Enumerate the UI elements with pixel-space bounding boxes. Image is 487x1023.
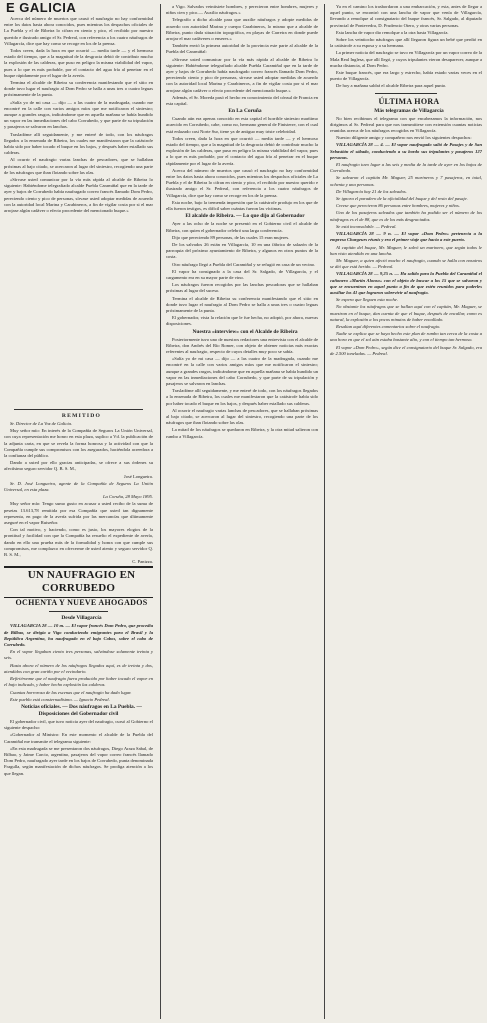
telegram-paragraph: No obstante los náufragos que se hallan aquí con el capitán, Mr. Maguer, se muestran en el buque, dan cuenta de que el buque, después de encallar, como es natural, la explosión a los pocos minutos de haber encallado.: [330, 304, 482, 322]
article-paragraph: Termina el alcalde de Ribeira su conferencia manifestando que el sitio en donde tuvo lugar el naufragio al Dom Pedro se halla a unas tres o cuatro leguas próximamente de la punta.: [166, 295, 318, 313]
remitido-paragraph: Dando a usted por ello gracias anticipadas, se ofrece a sus órdenes su afectísimo seguro servidor Q. B. S. M.,: [4, 460, 153, 472]
telegram-paragraph: Uno de los pasajeros salvados que también ha podido ser el número de los náufragos es el de 88, que es de los más desgraciados.: [330, 210, 482, 222]
article-paragraph: Todos creen, dada la hora en que ocurrió — media tarde — y el hermoso estado del tiempo, que a la magnitud de la desgracia debió de contribuir mucho la explosión de las calderas, que puso en peligro la misma viabilidad del vapor, pues a lo que es más probable, por el contacto del agua fría al penetrar en el buque rápidamente por el lugar de la avería.: [166, 135, 318, 166]
remitido-signature: C. Panizza.: [132, 559, 153, 565]
ultima-hora-title: ÚLTIMA HORA: [378, 96, 440, 106]
article-paragraph: Hasta ahora el número de los náufragos llegados aquí, es de treinta y dos, atendidos con gran cariño por el vecindario.: [4, 662, 153, 674]
article-paragraph: No bien recibimos el telegrama con que encabezamos la información, nos dirigimos al Sr. Pedreal para que nos transmitiese con extensión cuantas noticias reunidas acerca de los náufragos recogidos en Villagarcía.: [330, 115, 482, 134]
article-paragraph: El gobernador civil, que tuvo noticia ayer del naufragio, cursó al Gobierno el siguiente despacho:: [4, 718, 153, 731]
article-paragraph: Nuestro diligente amigo y compañero nos envió los siguientes despachos:: [336, 135, 472, 141]
remitido-letter-paragraph: Con tal motivo, y haciendo, como es justo, los mayores elogios de la prontitud y facilidad con que la Compañía ha resuelto el expediente de avería, dando en ello una prueba más de la formalidad y honra con que cumple sus compromisos, me complazco en ofrecerme de usted atento y seguro servidor Q. B. S. M.,: [4, 527, 153, 558]
telegram-paragraph: Se ignora el paradero de la oficialidad del buque y del resto del pasaje.: [336, 196, 468, 202]
dateline-head: Desde Villagarcía: [61, 615, 102, 622]
column-left: [4, 406, 153, 1019]
telegram-paragraph: VILLAGARCÍA 28 — 9 n. — El vapor «Dom Pedro» pertenecía a la empresa Chargeurs réunis y era el primer viaje que hacía a este puerto.: [330, 231, 482, 243]
remitido-title: REMITIDO: [61, 413, 102, 419]
article-paragraph: «Gobernador al Ministro: En este momento el alcalde de la Puebla del Caramiñal me transmite el telegrama siguiente:: [4, 732, 153, 744]
article-paragraph: «Salía yo de mi casa — dijo — a las cuatro de la madrugada, cuando me encontré en la calle con varios amigos míos que me notificaron el siniestro; aunque a grandes rasgos, indicándome que en aquella mañana se había hundido un vapor en las inmediaciones del cabo Corrubedo, y que parte de su tripulación y pasajeros se salvaron en lanchas.: [4, 99, 153, 130]
telegram-paragraph: Se está inconsolable. — Pedreal.: [336, 223, 397, 229]
article-paragraph: VILLAGARCIA 28 — 10 m. — El vapor francés Dom Pedro, que procedía de Bilbao, se dirigía a Vigo conduciendo emigrantes para el Brasil y la República Argentina, ha naufragado en el bajo Cobos, sobre el cabo de Corrubedo.: [4, 623, 153, 648]
article-paragraph: Acerca del número de muertos que causó el naufragio no hay conformidad entre los datos hasta ahora conocidos, pues mientras los despachos oficiales de La Puebla y el de Ribeira lo cifran en ciento y pico, el recibido por nuestro querido e ilustrado amigo el Sr. Pedreal, con referencia a los cuatro náufragos de Villagarcía, dice que hay como se recoge en los de la prensa.: [166, 167, 318, 198]
article-paragraph: Los náufragos fueron recogidos por las lanchas pescadoras que se hallaban próximas al lugar del suceso.: [166, 282, 318, 294]
article-paragraph: El vapor ha consignado a la casa del Sr. Salgado, de Villagarcía, y el cargamento era en su mayor parte de vino.: [166, 268, 318, 280]
article-paragraph: «Salía yo de mi casa — dijo — a las cuatro de la madrugada, cuando me encontré en la calle con varios amigos míos que me notificaron el siniestro; aunque a grandes rasgos, indicándome que en aquella mañana se había hundido un vapor en las inmediaciones del cabo Corrubedo, y que parte de su tripulación y pasajeros se salvaron en lanchas.: [166, 356, 318, 386]
remitido-salutation: Sr. Director de La Voz de Galicia.: [10, 421, 73, 426]
article-paragraph: Acerca del número de muertos que causó el naufragio no hay conformidad entre los datos hasta ahora conocidos, pues mientras los despachos oficiales de La Puebla y el de Ribeira lo cifran en ciento y pico, el recibido por nuestro querido e ilustrado amigo el Sr. Pedreal, con referencia a los cuatro náufragos de Villagarcía, dice que hay como se recoge en los de la prensa.: [4, 16, 153, 46]
article-paragraph: Todos creen, dada la hora en que ocurrió — media tarde — y el hermoso estado del tiempo, que a la magnitud de la desgracia debió de contribuir mucho la explosión de las calderas, que puso en peligro la misma viabilidad del vapor, pues a lo que es más probable, por el contacto del agua fría al penetrar en el buque rápidamente por el lugar de la avería.: [4, 48, 153, 78]
telegram-paragraph: Resaltan aquí diferentes comentarios sobre el naufragio.: [336, 323, 441, 329]
column-rule: [324, 4, 325, 1019]
remitido-letter-paragraph: Muy señor mío: Tengo sumo gusto en acusar a usted recibo de la suma de pesetas 13.613,78 remitida por esa Compañía que usted tan dignamente representa, en pago de la avería sufrida por las mercancías que últimamente aseguré en el vapor Ruiseñor.: [4, 501, 153, 526]
column-right: [330, 4, 482, 1019]
divider: [14, 409, 143, 410]
article-paragraph: Telegrafío a dicho alcalde para que auxilie náufragos y adopte medidas de acuerdo con autoridad Marina y cuerpo Carabineros, lo mismo que a alcalde de Ribeira, punto dada situación topográfica, en playas de Carreira en donde puede arrojar el mar cadáveres o enseres.»: [166, 17, 318, 42]
article-paragraph: Sobre los veintiocho náufragos que allí llegaron figura un bebé que perdió en la catástrofe a su esposa y a su hermana.: [330, 37, 482, 49]
remitido-paragraph: Muy señor mío: En interés de la Compañía de Seguros La Unión Universal, con cuya representación me honro en esta plaza, suplico a Vd. la publicación de la adjunta carta, en que se revela la forma honrosa y la actividad con que la Compañía cumple sus compromisos con los asegurados, haciéndola acreedora a la confianza del público.: [4, 428, 153, 459]
article-paragraph: En el vapor llegaban ciento tres personas, salvándose solamente treinta y seis.: [4, 649, 153, 661]
divider: [375, 93, 437, 94]
article-paragraph: Ya en el camino los trasbordaron a una embarcación, y esta, antes de llegar a aquel punto, se encontró con una lancha de vapor que venía de Villagarcía, llevando a remolque al consignatario del buque francés, Sr. Salgado, al diputado provincial de Pontevedra, D. Prudencio Otero, y otras varias personas.: [330, 4, 482, 28]
article-paragraph: Cuantas horrorosa de las escenas que el naufragio ha dado lugar.: [10, 689, 132, 695]
remitido-signature: José Longueira.: [123, 473, 153, 479]
article-paragraph: De hoy a mañana saldrá el alcalde Ribeira para aquel punto.: [336, 83, 447, 89]
column-middle: [166, 4, 318, 1019]
masthead: E GALICIA: [6, 0, 77, 15]
article-paragraph: El gobernador, vista la relación que le fue hecha, no adoptó, por ahora, nuevas disposiciones.: [166, 315, 318, 327]
column-left-top: [4, 16, 153, 404]
telegram-paragraph: De Villagarcía hay 21 de los salvados.: [336, 188, 407, 194]
article-paragraph: La primer noticia del naufragio se tuvo en Villagarcía por un vapor correo de la Mala Real Inglesa, que allí llegó, y cuyos tripulantes vieron desaparecer, aunque a mucha distancia, al Dom Pedro.: [330, 50, 482, 68]
article-paragraph: Cuando aún era apenas conocido en esta capital el horrible siniestro marítimo acaecido en Corrubedo, cabe, como no, hermano general de Finisterre, con el cual está enlazado casi Norte Sur, tiene ya de antiguo muy triste celebridad.: [166, 116, 318, 134]
article-paragraph: Esta lancha de vapor dio remolque a la otra hasta Villagarcía.: [336, 29, 449, 35]
column-rule: [160, 4, 161, 1019]
ultima-hora-subtitle: Más telegramas de Villagarcía: [374, 107, 444, 114]
article-paragraph: «En esta madrugada se me presentaron dos náufragos, Diego Araza Sabal, de Bilbao, y Jaime Carcio, argentino, pasajeros del vapor correo francés llamado Dom Pedro, naufragado ayer tarde en los bajos de Corrubedo, punta denominada Fragulla, según manifestación de dichos náufragos. Se prodiga atención a los que llegan.: [4, 745, 153, 776]
headline-box: [4, 566, 153, 598]
telegram-paragraph: VILLAGARCÍA 28 — 4. — El vapor naufragado salió de Pasajes y de San Sebastián el sábado, conduciendo a su bordo sus tripulantes y pasajeros 127 personas.: [330, 142, 482, 160]
article-paragraph: a Vigo. Salvados veintisiete hombres, y perecieron entre hombres, mujeres y niños cien y pico.— Auxilio náufragos.»: [166, 4, 318, 16]
article-paragraph: Trasladóme allí seguidamente, y me enteré de todo, con los náufragos llegados a la ensenada de Ribeira, los cuales me manifestaron que la catástrofe había sido por haber tocado el buque en los bajos, y después haber estallado sus calderas.: [166, 388, 318, 406]
article-paragraph: Este buque francés, que era largo y estrecho, había estado varias veces en el puerto de Villagarcía.: [330, 70, 482, 82]
article-paragraph: Este pueblo está consternadísimo. — Ignacio Pedreal.: [10, 696, 110, 702]
telegram-paragraph: El vapor «Dom Pedro», según dice el consignatario del buque Sr. Salgado, era de 2.500 toneladas. — Pedreal.: [330, 344, 482, 356]
telegram-paragraph: Mr. Maguer, a quien afectó mucho el naufragio, cuando se halla con nosotros se dió que está herido. — Pedreal.: [330, 257, 482, 270]
article-paragraph: Esta noche, bajo la tremenda impresión que la catástrofe produjo en los que de ella fueron testigos, es difícil saber cuántas fueron las víctimas.: [166, 199, 318, 212]
article-paragraph: «Sírvase usted comunicar por la vía más rápida al alcalde de Ribeira lo siguiente: Habiéndome telegrafiado alcalde Puebla Caramiñal que en la tarde de ayer y bajos de Corrubedo había naufragado correo francés llamado Dom Pedro, pereciendo ciento y pico de personas, sírvase usted adoptar medidas de acuerdo con la autoridad local Marina y Carabineros, a fin de vigilar costa por si el mar arrojase algún cadáver o efecto procedente del mencionado buque.»: [166, 56, 318, 93]
article-paragraph: Al ocurrir el naufragio varias lanchas de pescadores, que se hallaban próximas al bajo citado, se acercaron al lugar del siniestro, recogiendo una parte de los náufragos que iban flotando sobre las olas.: [4, 157, 153, 175]
article-paragraph: Otro náufrago llegó a Puebla del Caramiñal y se refugió en casa de un vecino.: [172, 261, 316, 267]
article-paragraph: Al ocurrir el naufragio varias lanchas de pescadores, que se hallaban próximas al bajo citado, se acercaron al lugar del siniestro, recogiendo una parte de los náufragos que iban flotando sobre las olas.: [166, 407, 318, 426]
remitido-letter-date: La Coruña, 28 Mayo 1895.: [102, 494, 153, 500]
article-paragraph: Posteriormente tuvo uno de nuestros redactores una entrevista con el alcalde de Ribeira, don Andrés del Río Romer, con objeto de obtener noticias más exactas referentes al naufragio, respecto de cuyos detalles muy poco se sabía.: [166, 336, 318, 354]
telegram-paragraph: El naufragio tuvo lugar a las seis y media de la tarde de ayer en los bajos de Corrubedo.: [330, 162, 482, 174]
remitido-letter-line: Sr. D. José Longueira, agente de la Compañía de Seguros La Unión Universal, en esta plaza.: [4, 480, 153, 493]
section-head: El alcalde de Ribeira. — Lo que dijo al Gobernador: [185, 213, 305, 220]
telegram-paragraph: Al capitán del buque, Mr. Maguer, le salvó un marinero, que según todos le han visto atendido en una lancha.: [330, 244, 482, 256]
main-headline: UN NAUFRAGIO EN CORRUBEDO: [27, 569, 136, 595]
telegram-paragraph: Se salvaron el capitán Mr. Maguer, 25 marineros y 7 pasajeros, en total, ochenta y una personas.: [330, 175, 482, 187]
sub-headline: OCHENTA Y NUEVE AHOGADOS: [15, 598, 148, 608]
article-paragraph: La mitad de los náufragos se quedaron en Ribeira, y la otra mitad salieron con rumbo a Villagarcía.: [166, 427, 318, 439]
official-head: Noticias oficiales. — Dos náufragos en La Puebla. — Disposiciones del Gobernador civil: [21, 703, 142, 717]
article-paragraph: Trasladóme allí seguidamente, y me enteré de todo, con los náufragos llegados a la ensenada de Ribeira, los cuales me manifestaron que la catástrofe había sido por haber tocado el buque en los bajos, y después haber estallado sus calderas.: [4, 131, 153, 156]
telegram-paragraph: Nadie se explica que se haya hecho este plan de rumbo tan cerca de la costa a una hora en que el sol aún estaba bastante alto, y con el tiempo tan hermoso.: [330, 331, 482, 343]
article-paragraph: Dijo que pereciendo 89 personas, de las cuales 15 eran mujeres.: [172, 234, 290, 240]
article-paragraph: De los salvados 26 están en Villagarcía, 10 en una fábrica de salazón de la parroquia del próximo ayuntamiento de Ribeira, y algunos en otros puntos de la costa.: [166, 241, 318, 260]
article-paragraph: «Sírvase usted comunicar por la vía más rápida al alcalde de Ribeira lo siguiente: Habiéndome telegrafiado alcalde Puebla Caramiñal que en la tarde de ayer y bajos de Corrubedo había naufragado correo francés llamado Dom Pedro, pereciendo ciento y pico de personas, sírvase usted adoptar medidas de acuerdo con la autoridad local Marina y Carabineros, a fin de vigilar costa por si el mar arrojase algún cadáver o efecto procedente del mencionado buque.»: [4, 177, 153, 214]
article-paragraph: También envió la primera autoridad de la provincia este parte al alcalde de la Puebla del Caramiñal:: [166, 43, 318, 55]
telegram-paragraph: Creese que perecieron 86 personas entre hombres, mujeres y niños.: [336, 203, 460, 209]
article-paragraph: Refiriéronme que el naufragio fuera producido por haber tocado el vapor en el bajo indicado, y haber hecho explosión las calderas.: [4, 676, 153, 688]
section-head: En La Coruña: [228, 108, 262, 115]
divider: [49, 611, 108, 612]
article-paragraph: Ayer a las ocho de la noche se presentó en el Gobierno civil el alcalde de Ribeira, con quien el gobernador celebró una larga conferencia.: [166, 221, 318, 233]
article-paragraph: Termina el alcalde de Ribeira su conferencia manifestando que el sitio en donde tuvo lugar el naufragio al Dom Pedro se halla a unas tres o cuatro leguas próximamente de la punta.: [4, 80, 153, 98]
section-head: Nuestra «interview» con el Alcalde de Ribeira: [192, 328, 298, 335]
telegram-paragraph: VILLAGARCÍA 28 — 9,25 n. — Ha salido para la Puebla del Caramiñal el cañonero «Martín Alonso» con el objeto de buscar a los 15 que se salvaron y que se encuentran en aquel punto a fin de que estén reunidos para poderles auxiliar los 41 que lograron sobrevivir al naufragio.: [330, 271, 482, 295]
telegram-paragraph: Se espera que lleguen esta noche.: [336, 297, 398, 303]
article-paragraph: Además, el Sr. Moreda pasó el hecho en conocimiento del cónsul de Francia en esta capital.: [166, 94, 318, 107]
